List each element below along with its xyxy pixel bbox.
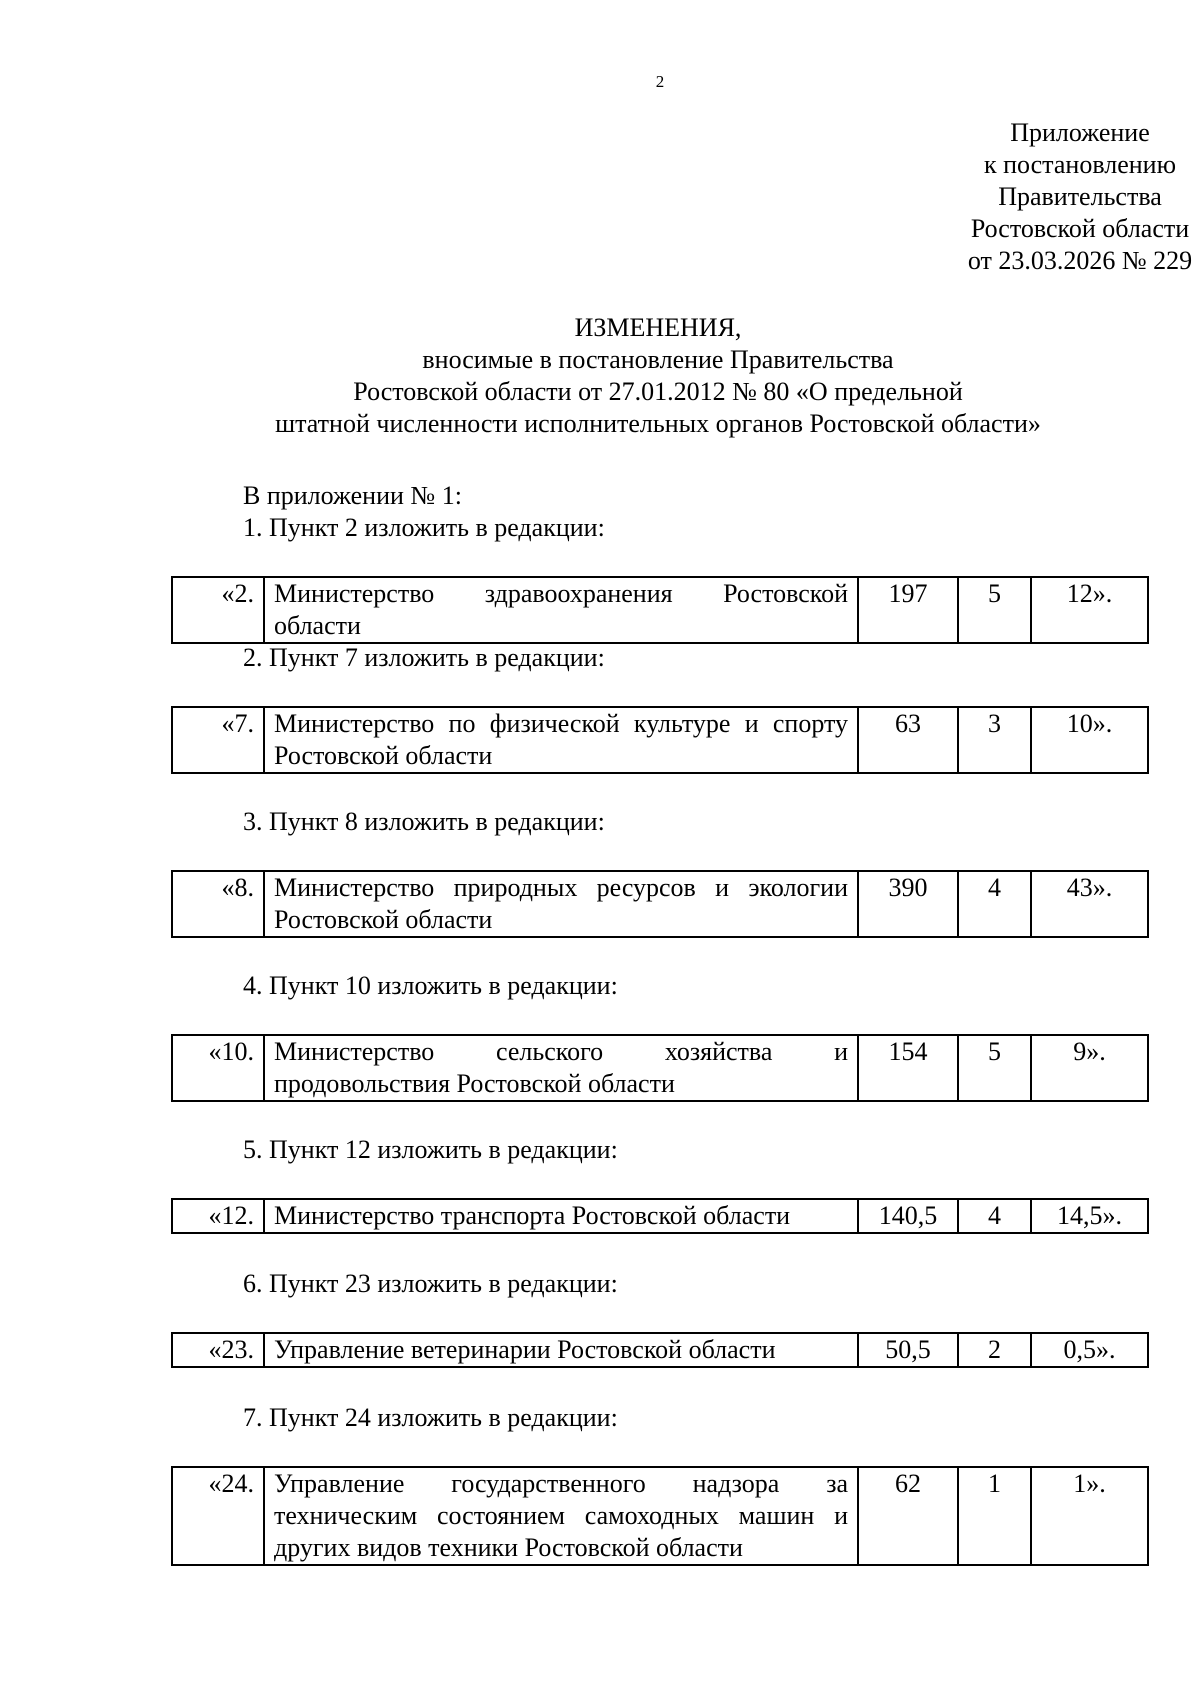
approval-block — [820, 117, 1200, 277]
item-instruction: 6. Пункт 23 изложить в редакции: — [243, 1269, 618, 1298]
row-number: «24. — [172, 1467, 264, 1565]
item-instruction: 7. Пункт 24 изложить в редакции: — [243, 1403, 618, 1432]
value-cell: 140,5 — [858, 1199, 958, 1233]
title-heading: ИЗМЕНЕНИЯ, — [574, 313, 742, 342]
approval-line: к постановлению — [983, 150, 1177, 179]
value-cell: 0,5». — [1031, 1333, 1148, 1367]
intro-text: В приложении № 1: — [243, 481, 462, 510]
title-line: штатной численности исполнительных органов Ростовской области» — [275, 409, 1041, 438]
item-instruction: 2. Пункт 7 изложить в редакции: — [243, 643, 605, 672]
row-number: «12. — [172, 1199, 264, 1233]
amendment-table — [171, 706, 1149, 774]
document-title — [237, 312, 1079, 440]
organization-name: Управление ветеринарии Ростовской области — [264, 1333, 858, 1367]
value-cell: 1». — [1031, 1467, 1148, 1565]
page-number: 2 — [655, 72, 665, 91]
value-cell: 5 — [958, 1035, 1031, 1101]
value-cell: 390 — [858, 871, 958, 937]
value-cell: 12». — [1031, 577, 1148, 643]
amendment-table — [171, 1466, 1149, 1566]
amendment-table — [171, 576, 1149, 644]
organization-name: Управление государственного надзора за техническим состоянием самоходных машин и других видов техники Ростовской области — [264, 1467, 858, 1565]
table-row — [172, 871, 1148, 937]
value-cell: 14,5». — [1031, 1199, 1148, 1233]
table-row — [172, 1199, 1148, 1233]
row-number: «7. — [172, 707, 264, 773]
item-instruction: 5. Пункт 12 изложить в редакции: — [243, 1135, 618, 1164]
organization-name: Министерство транспорта Ростовской области — [264, 1199, 858, 1233]
value-cell: 3 — [958, 707, 1031, 773]
row-number: «8. — [172, 871, 264, 937]
title-line: вносимые в постановление Правительства — [422, 345, 894, 374]
organization-name: Министерство здравоохранения Ростовской области — [264, 577, 858, 643]
title-line: Ростовской области от 27.01.2012 № 80 «О предельной — [353, 377, 963, 406]
row-number: «23. — [172, 1333, 264, 1367]
approval-line: Правительства — [998, 182, 1162, 211]
value-cell: 63 — [858, 707, 958, 773]
value-cell: 10». — [1031, 707, 1148, 773]
organization-name: Министерство по физической культуре и спорту Ростовской области — [264, 707, 858, 773]
value-cell: 5 — [958, 577, 1031, 643]
amendment-table — [171, 870, 1149, 938]
value-cell: 197 — [858, 577, 958, 643]
table-row — [172, 577, 1148, 643]
item-instruction: 3. Пункт 8 изложить в редакции: — [243, 807, 605, 836]
amendment-table — [171, 1034, 1149, 1102]
organization-name: Министерство сельского хозяйства и продовольствия Ростовской области — [264, 1035, 858, 1101]
value-cell: 2 — [958, 1333, 1031, 1367]
row-number: «2. — [172, 577, 264, 643]
row-number: «10. — [172, 1035, 264, 1101]
table-row — [172, 1333, 1148, 1367]
organization-name: Министерство природных ресурсов и экологии Ростовской области — [264, 871, 858, 937]
value-cell: 62 — [858, 1467, 958, 1565]
item-instruction: 1. Пункт 2 изложить в редакции: — [243, 513, 605, 542]
value-cell: 1 — [958, 1467, 1031, 1565]
value-cell: 43». — [1031, 871, 1148, 937]
value-cell: 4 — [958, 1199, 1031, 1233]
approval-line: Ростовской области — [970, 214, 1190, 243]
table-row — [172, 1035, 1148, 1101]
value-cell: 4 — [958, 871, 1031, 937]
table-row — [172, 707, 1148, 773]
table-row — [172, 1467, 1148, 1565]
value-cell: 154 — [858, 1035, 958, 1101]
approval-line: от 23.03.2026 № 229 — [967, 246, 1193, 275]
approval-line: Приложение — [1010, 118, 1150, 147]
value-cell: 9». — [1031, 1035, 1148, 1101]
amendment-table — [171, 1332, 1149, 1368]
item-instruction: 4. Пункт 10 изложить в редакции: — [243, 971, 618, 1000]
value-cell: 50,5 — [858, 1333, 958, 1367]
amendment-table — [171, 1198, 1149, 1234]
